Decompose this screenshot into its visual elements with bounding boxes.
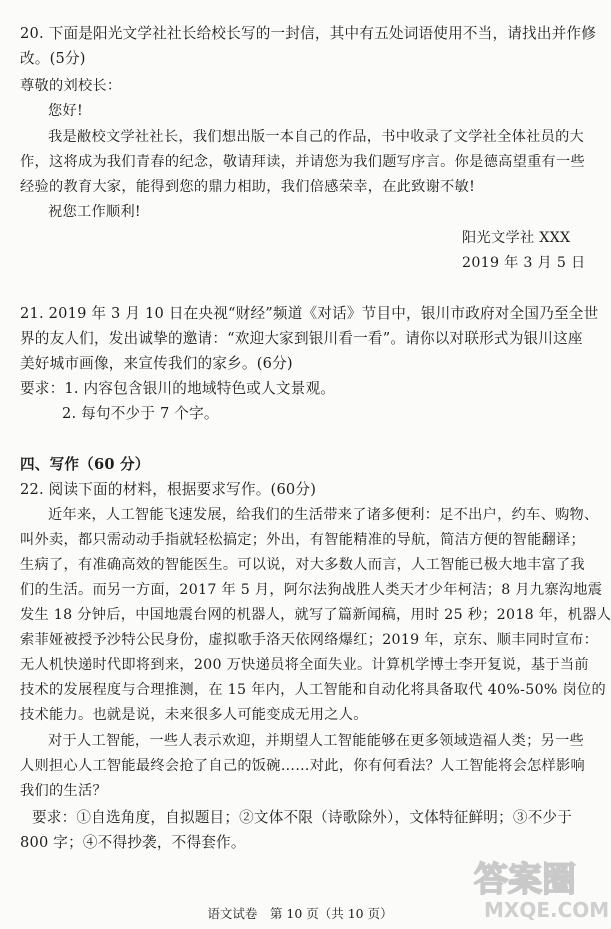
section-title: 四、写作（60 分）	[20, 456, 150, 473]
material-line: 索菲娅被授予沙特公民身份，虚拟歌手洛天依网络爆红；2019 年，京东、顺丰同时宣布：	[20, 632, 599, 648]
letter-closing: 祝您工作顺利!	[48, 204, 141, 220]
page-footer: 语文试卷 第 10 页（共 10 页）	[207, 906, 393, 921]
q21-requirement-2: 2. 每句不少于 7 个字。	[62, 405, 219, 422]
letter-body-line: 作，这将成为我们青春的纪念，敬请拜读，并请您为我们题写序言。你是德高望重有一些	[20, 154, 586, 170]
writing-requirement-line: 要求：①自选角度，自拟题目；②文体不限（诗歌除外），文体特征鲜明；③不少于	[32, 809, 573, 826]
letter-date: 2019 年 3 月 5 日	[462, 255, 586, 271]
q20-prompt-line2: 改。(5分)	[20, 50, 86, 67]
q21-prompt-line: 界的友人们，发出诚挚的邀请：“欢迎大家到银川看一看”。请你以对联形式为银川这座	[20, 330, 583, 347]
material-line: 发生 18 分钟后，中国地震台网的机器人，就写了篇新闻稿，用时 25 秒；2018 年，机器人	[20, 607, 611, 623]
material-line: 技术能力。也就是说，未来很多人可能变成无用之人。	[20, 707, 368, 723]
q20-prompt-line1: 20. 下面是阳光文学社社长给校长写的一封信，其中有五处词语使用不当，请找出并作修	[20, 25, 597, 42]
opinion-line: 对于人工智能，一些人表示欢迎，并期望人工智能能够在更多领域造福人类；另一些	[48, 733, 585, 749]
letter-body-line: 我是敝校文学社社长，我们想出版一本自己的作品，书中收录了文学社全体社员的大	[48, 129, 585, 145]
q21-requirement-1: 要求：1. 内容包含银川的地域特色或人文景观。	[20, 380, 336, 397]
opinion-line: 人则担心人工智能最终会抢了自己的饭碗……对此，你有何看法？人工智能将会怎样影响	[20, 758, 586, 774]
writing-requirement-line: 800 字；④不得抄袭，不得套作。	[20, 834, 246, 851]
material-line: 近年来，人工智能飞速发展，给我们的生活带来了诸多便利：足不出户，约车、购物、	[48, 507, 599, 523]
letter-signature: 阳光文学社 XXX	[462, 230, 571, 246]
watermark-text: 答案圈	[474, 860, 576, 900]
material-line: 叫外卖，都只需动动手指就轻松搞定；外出，有智能精准的导航，简洁方便的智能翻译；	[20, 532, 586, 548]
material-line: 无人机快递时代即将到来，200 万快递员将全面失业。计算机学博士李开复说，基于当前	[20, 657, 589, 673]
opinion-line: 我们的生活？	[20, 783, 107, 799]
q21-prompt-line: 美好城市画像，来宣传我们的家乡。(6分)	[20, 355, 293, 372]
letter-body-line: 经验的教育大家，能得到您的鼎力相助，我们倍感荣幸，在此致谢不敏!	[20, 179, 476, 195]
q22-prompt: 22. 阅读下面的材料，根据要求写作。(60分)	[20, 481, 317, 498]
q21-prompt-line: 21. 2019 年 3 月 10 日在央视“财经”频道《对话》节目中，银川市政府对全国乃至全世	[20, 305, 599, 322]
material-line: 们的生活。而另一方面，2017 年 5 月，阿尔法狗战胜人类天才少年柯洁；8 月九寨沟地震	[20, 582, 603, 598]
letter-greeting: 您好!	[48, 103, 83, 119]
letter-salutation: 尊敬的刘校长：	[20, 78, 122, 94]
material-line: 技术的发展程度与合理推测，在 15 年内，人工智能和自动化将具备取代 40%-50% 岗位的	[20, 682, 606, 698]
material-line: 生病了，有准确高效的智能医生。可以说，对大多数人而言，人工智能已极大地丰富了我	[20, 557, 586, 573]
watermark-url: MXQE.COM	[484, 898, 610, 922]
